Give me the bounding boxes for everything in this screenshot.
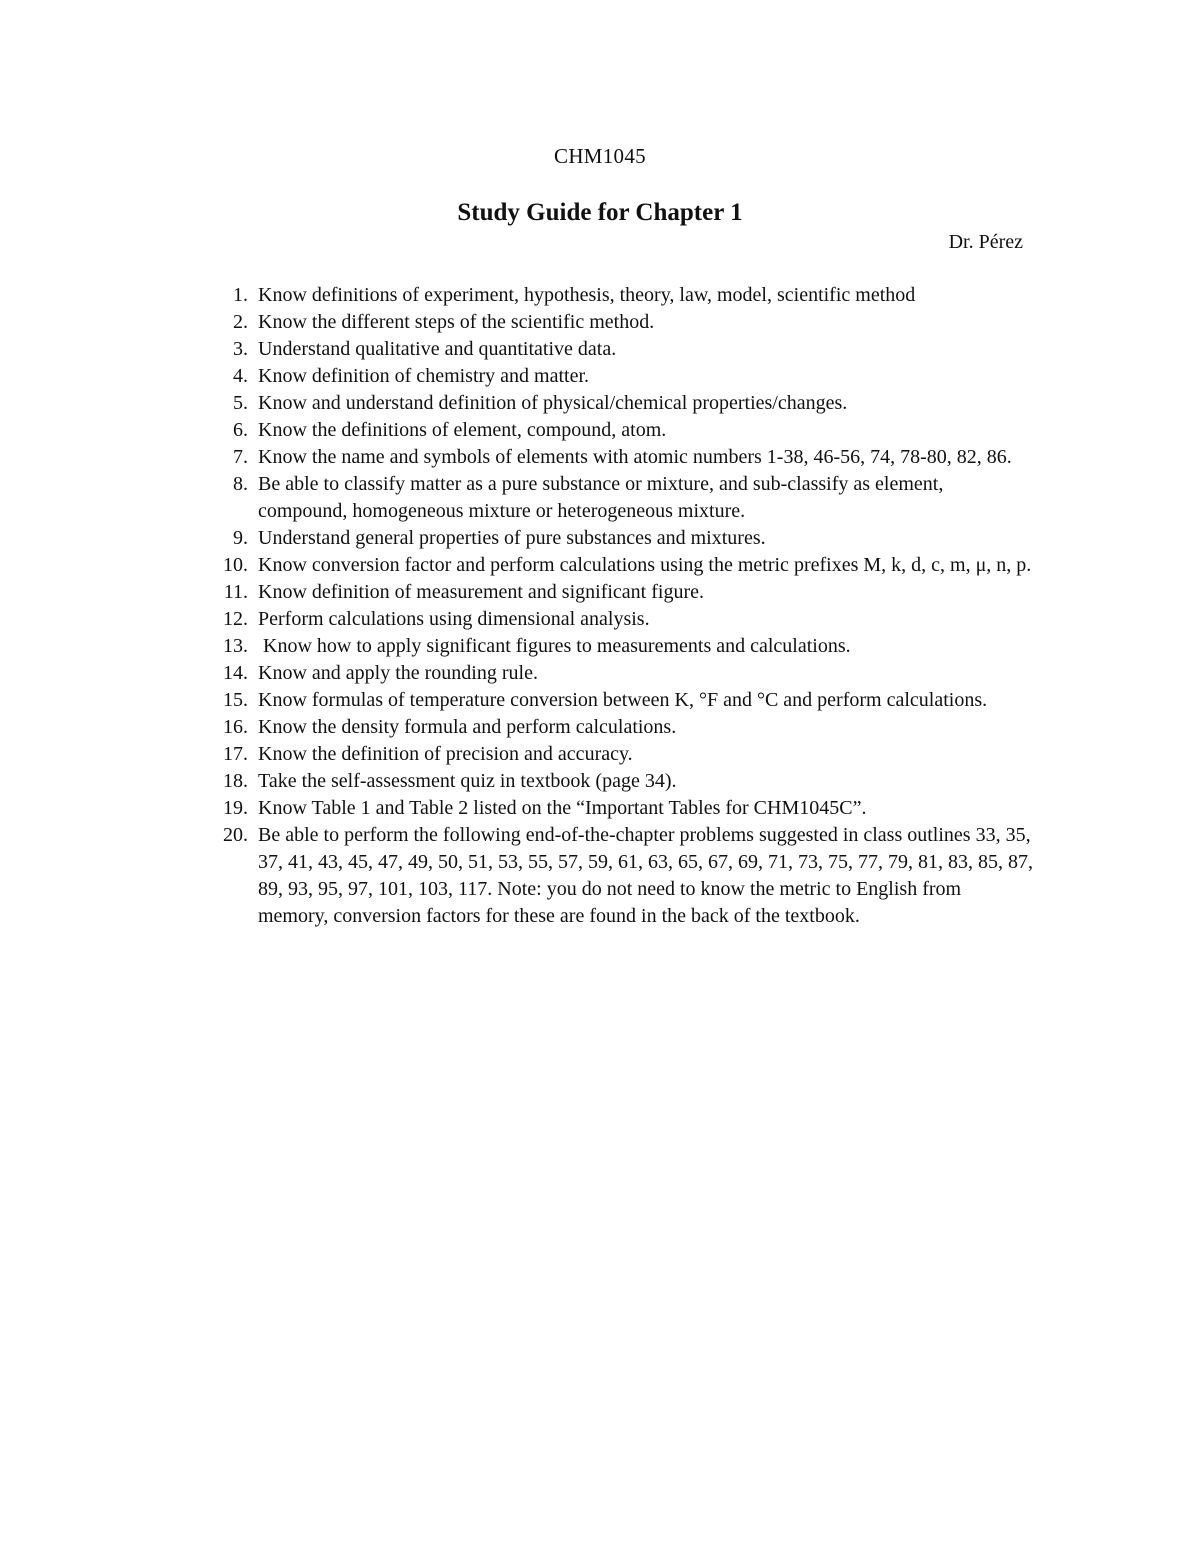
- list-item: [205, 714, 1035, 741]
- list-item: [205, 795, 1035, 822]
- item-number: 11.: [223, 581, 248, 603]
- list-item: [205, 282, 1035, 309]
- item-number: 19.: [223, 797, 248, 819]
- list-item: [205, 390, 1035, 417]
- item-text: Know Table 1 and Table 2 listed on the “Important Tables for CHM1045C”.: [258, 797, 867, 819]
- item-text: Know the definitions of element, compound, atom.: [258, 419, 667, 441]
- list-item: [205, 606, 1035, 633]
- list-item: [205, 822, 1035, 930]
- item-number: 1.: [233, 284, 248, 306]
- item-number: 12.: [223, 608, 248, 630]
- page-title: Study Guide for Chapter 1: [457, 199, 743, 226]
- list-item: [205, 633, 1035, 660]
- item-number: 17.: [223, 743, 248, 765]
- item-text: Know conversion factor and perform calculations using the metric prefixes M, k, d, c, m, μ, n, p.: [258, 554, 1032, 576]
- list-item: [205, 444, 1035, 471]
- item-number: 15.: [223, 689, 248, 711]
- item-text: Know definitions of experiment, hypothesis, theory, law, model, scientific method: [258, 284, 916, 306]
- item-text: Know and apply the rounding rule.: [258, 662, 538, 684]
- list-item: [205, 309, 1035, 336]
- item-number: 9.: [233, 527, 248, 549]
- item-text: Know definition of chemistry and matter.: [258, 365, 590, 387]
- item-number: 14.: [223, 662, 248, 684]
- item-text: Know formulas of temperature conversion between K, °F and °C and perform calculations.: [258, 689, 988, 711]
- course-code: CHM1045: [554, 144, 646, 168]
- author-name: Dr. Pérez: [948, 231, 1023, 253]
- list-item: [205, 471, 1035, 525]
- list-item: [205, 768, 1035, 795]
- list-item: [205, 525, 1035, 552]
- item-number: 8.: [233, 473, 248, 495]
- item-number: 13.: [223, 635, 248, 657]
- item-text: Know how to apply significant figures to measurements and calculations.: [258, 635, 851, 657]
- list-item: [205, 363, 1035, 390]
- item-text: Know the name and symbols of elements with atomic numbers 1-38, 46-56, 74, 78-80, 82, 86.: [258, 446, 1012, 468]
- item-number: 16.: [223, 716, 248, 738]
- item-text: Know and understand definition of physical/chemical properties/changes.: [258, 392, 848, 414]
- item-text: Know the definition of precision and accuracy.: [258, 743, 633, 765]
- item-number: 10.: [223, 554, 248, 576]
- study-guide-list: [205, 282, 1035, 930]
- item-number: 7.: [233, 446, 248, 468]
- item-number: 2.: [233, 311, 248, 333]
- item-number: 6.: [233, 419, 248, 441]
- list-item: [205, 741, 1035, 768]
- list-item: [205, 336, 1035, 363]
- item-number: 4.: [233, 365, 248, 387]
- item-text: Know definition of measurement and significant figure.: [258, 581, 704, 603]
- list-item: [205, 579, 1035, 606]
- item-number: 3.: [233, 338, 248, 360]
- item-text: Know the different steps of the scientific method.: [258, 311, 655, 333]
- item-text: Perform calculations using dimensional analysis.: [258, 608, 650, 630]
- item-text: Understand qualitative and quantitative data.: [258, 338, 617, 360]
- item-number: 5.: [233, 392, 248, 414]
- item-text: Be able to classify matter as a pure substance or mixture, and sub-classify as element, compound, homogeneous mixture or heterogeneous mixture.: [258, 473, 944, 522]
- list-item: [205, 552, 1035, 579]
- item-text: Be able to perform the following end-of-the-chapter problems suggested in class outlines 33, 35, 37, 41, 43, 45, 47, 49, 50, 51, 53, 55, 57, 59, 61, 63, 65, 67, 69, 71, 73, 75, 77, 79, 81, 83, 85, 87, 89, 93, 95, 97, 101, 103, 117. Note: you do not need to know the metric to English from memory, conversion factors for these are found in the back of the textbook.: [258, 824, 1033, 927]
- list-item: [205, 417, 1035, 444]
- list-item: [205, 660, 1035, 687]
- list-item: [205, 687, 1035, 714]
- item-text: Know the density formula and perform calculations.: [258, 716, 677, 738]
- item-number: 20.: [223, 824, 248, 846]
- item-number: 18.: [223, 770, 248, 792]
- item-text: Take the self-assessment quiz in textbook (page 34).: [258, 770, 677, 792]
- item-text: Understand general properties of pure substances and mixtures.: [258, 527, 766, 549]
